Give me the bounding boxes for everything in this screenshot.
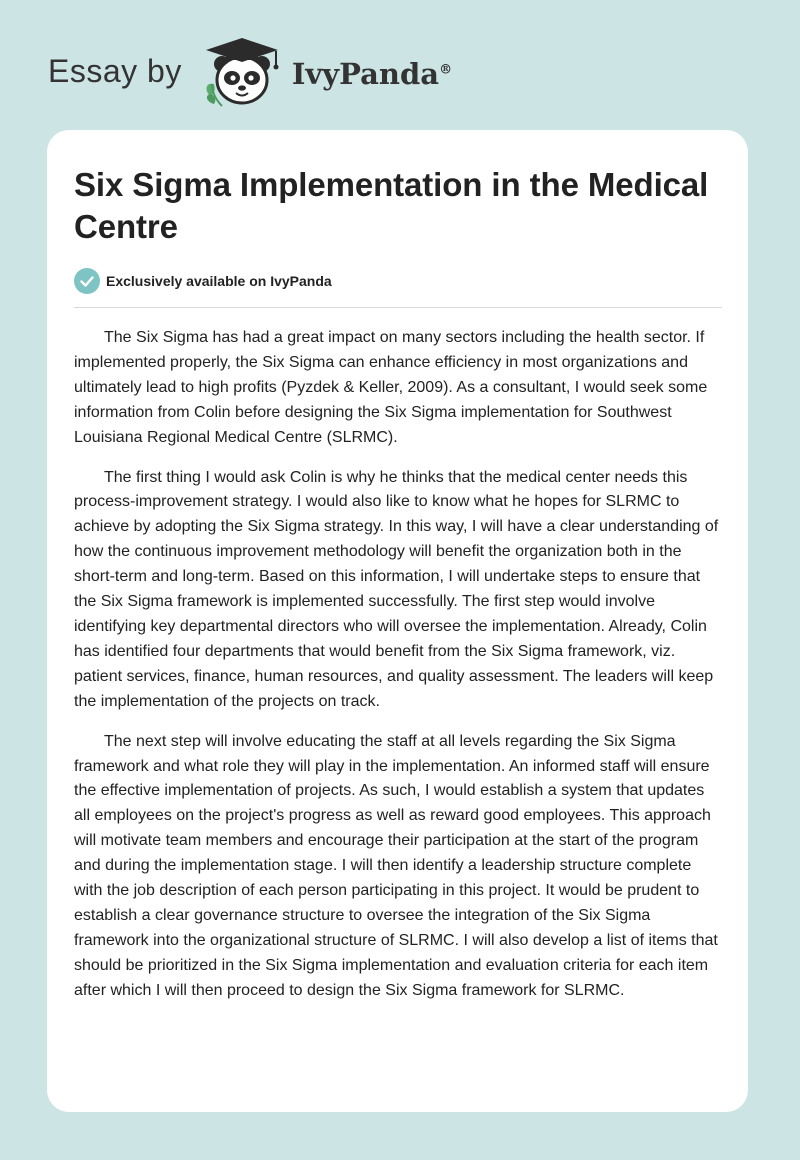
brand-header[interactable] [48, 34, 452, 110]
exclusive-label: Exclusively available on IvyPanda [106, 273, 332, 289]
paragraph: The next step will involve educating the staff at all levels regarding the Six Sigma framework and what role they will play in the implementation. An informed staff will ensure the effective implementation of projects. As such, I would establish a system that updates all employees on the project's progress as well as reward good employees. This approach will motivate team members and encourage their participation at the start of the program and during the implementation stage. I will then identify a leadership structure complete with the job description of each person participating in this project. It would be prudent to establish a clear governance structure to oversee the integration of the Six Sigma framework into the organizational structure of SLRMC. I will also develop a list of items that should be prioritized in the Six Sigma implementation and evaluation criteria for each item after which I will then proceed to design the Six Sigma framework for SLRMC. [74, 732, 718, 999]
page-title: Six Sigma Implementation in the Medical Centre [74, 166, 709, 245]
check-circle-icon [74, 268, 100, 294]
panda-graduation-cap-icon [196, 34, 288, 110]
exclusive-badge [74, 267, 722, 295]
brand-name-text: IvyPanda [291, 57, 440, 91]
article-body [74, 326, 722, 1004]
paragraph: The Six Sigma has had a great impact on many sectors including the health sector. If implemented properly, the Six Sigma can enhance efficiency in most organizations and ultimately lead to high profits (Pyzdek & Keller, 2009). As a consultant, I would seek some information from Colin before designing the Six Sigma implementation for Southwest Louisiana Regional Medical Centre (SLRMC). [74, 329, 708, 446]
divider [74, 307, 722, 308]
essay-by-label: Essay by [48, 52, 182, 89]
registered-mark: ® [439, 62, 453, 78]
brand-name [292, 57, 452, 91]
paragraph: The first thing I would ask Colin is why he thinks that the medical center needs this process-improvement strategy. I would also like to know what he hopes for SLRMC to achieve by adopting the Six Sigma strategy. In this way, I will have a clear understanding of how the continuous improvement methodology will benefit the organization both in the short-term and long-term. Based on this information, I will undertake steps to ensure that the Six Sigma framework is implemented successfully. The first step would involve identifying key departmental directors who will oversee the implementation. Already, Colin has identified four departments that would benefit from the Six Sigma framework, viz. patient services, finance, human resources, and quality assessment. The leaders will keep the implementation of the projects on track. [74, 468, 719, 710]
essay-card [47, 130, 748, 1112]
